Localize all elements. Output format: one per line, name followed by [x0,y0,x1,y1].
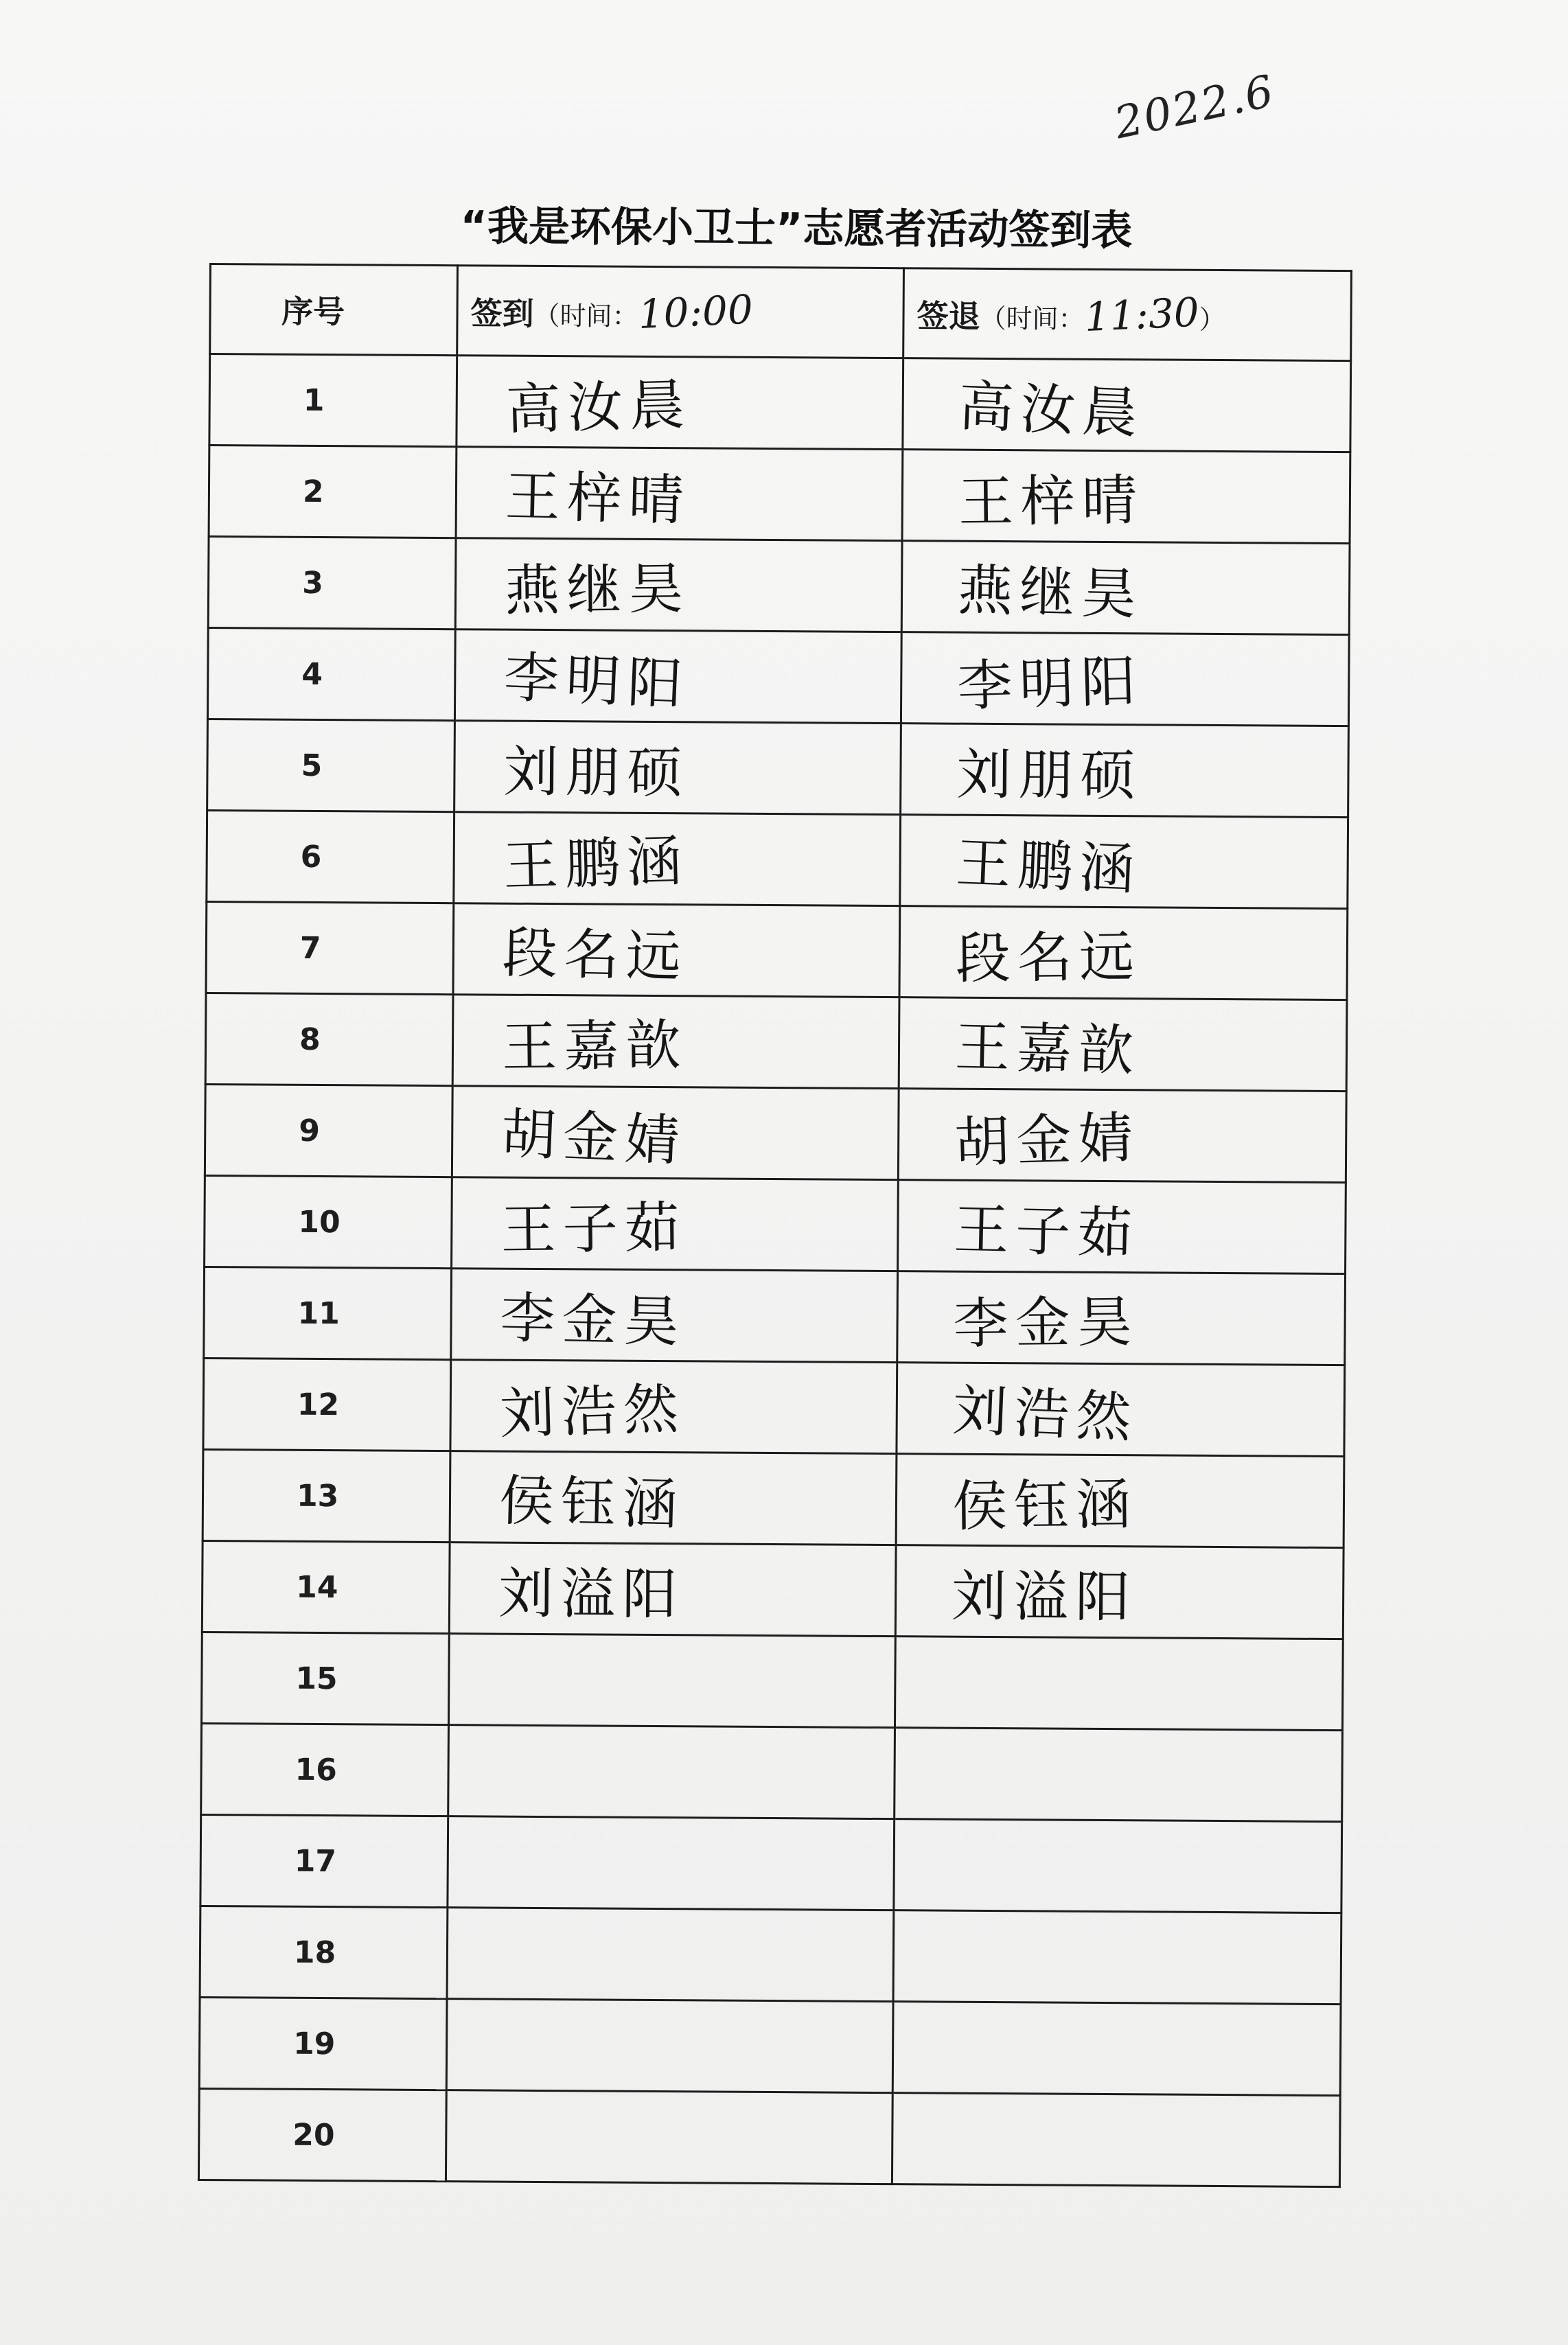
header-checkout-close: ） [1199,304,1225,336]
checkin-signature: 王嘉歆 [501,1013,688,1079]
checkin-signature: 王子茹 [500,1195,687,1262]
checkin-signature: 燕继昊 [504,556,691,623]
checkin-signature: 王梓晴 [504,463,691,533]
header-checkout-time-value: 11:30 [1083,288,1201,341]
row-number: 18 [200,1906,448,1998]
checkout-signature: 王子茹 [953,1197,1140,1266]
checkin-signature-cell [457,356,903,450]
checkin-signature-cell [450,1451,897,1545]
row-number: 19 [199,1997,447,2090]
handwritten-date: 2022.6 [1110,65,1280,150]
row-number: 4 [207,627,455,720]
row-number: 20 [198,2088,446,2181]
checkout-signature-cell [896,1454,1344,1548]
table-row [208,537,1350,635]
header-checkout-label: 签退 [916,297,980,335]
table-row [204,1267,1346,1365]
header-num: 序号 [210,264,458,356]
checkout-signature: 段名远 [955,924,1142,991]
checkin-signature: 李金昊 [499,1285,687,1354]
signin-table [198,263,1352,2188]
checkin-signature-cell [454,721,901,815]
checkout-signature: 李明阳 [956,649,1144,718]
row-number: 14 [202,1540,450,1633]
page-title: “我是环保小卫士”志愿者活动签到表 [460,202,1133,255]
row-number: 7 [206,901,454,994]
row-number: 3 [208,537,456,629]
table-row [203,1358,1345,1456]
checkout-signature-cell [892,2093,1340,2187]
checkout-signature: 王梓晴 [958,467,1144,534]
row-number: 1 [209,354,457,447]
table-row [207,719,1349,817]
checkin-signature: 李明阳 [503,645,691,717]
header-checkout [903,268,1352,361]
table-row [207,810,1348,908]
table-body [198,354,1350,2187]
checkout-signature-cell [898,1180,1346,1274]
row-number: 5 [207,719,455,811]
checkout-signature-cell [900,815,1348,909]
checkout-signature-cell [898,1089,1346,1183]
checkin-signature: 侯钰涵 [498,1468,685,1537]
checkout-signature-cell [903,358,1351,452]
checkout-signature: 高汝晨 [957,373,1146,446]
header-row [210,264,1352,361]
checkout-signature-cell [895,1637,1343,1731]
checkout-signature: 刘朋硕 [956,742,1142,807]
checkin-signature-cell [446,2090,892,2184]
header-checkout-time-label: （时间： [980,303,1085,334]
table-row [198,2088,1340,2186]
checkout-signature-cell [902,450,1350,544]
checkout-signature-cell [899,997,1347,1091]
header-checkin-time-label: （时间： [533,300,638,332]
table-row [201,1723,1343,1821]
checkin-signature-cell [453,903,900,997]
table-row [209,354,1351,452]
table-row [207,627,1349,726]
table-row [205,993,1347,1091]
checkout-signature: 侯钰涵 [952,1472,1138,1538]
row-number: 9 [205,1084,452,1177]
table-row [200,1906,1341,2004]
checkin-signature-cell [455,538,902,632]
checkin-signature: 胡金婧 [500,1101,688,1173]
checkout-signature: 燕继昊 [956,557,1144,627]
header-checkin-label: 签到 [470,294,534,332]
checkin-signature-cell [448,1634,895,1728]
checkin-signature-cell [452,1086,899,1180]
checkin-signature-cell [456,447,903,541]
checkout-signature: 刘浩然 [951,1378,1140,1450]
row-number: 2 [209,446,457,538]
checkout-signature: 王嘉歆 [954,1014,1141,1083]
checkin-signature-cell [450,1360,897,1454]
checkout-signature-cell [895,1728,1343,1822]
row-number: 10 [205,1175,452,1268]
table-row [200,1814,1342,1913]
checkout-signature-cell [897,1271,1346,1365]
checkout-signature: 李金昊 [953,1289,1140,1356]
checkout-signature-cell [901,632,1349,726]
checkin-signature: 刘朋硕 [503,739,689,805]
row-number: 13 [203,1449,450,1542]
checkout-signature: 胡金婧 [954,1105,1141,1175]
row-number: 11 [204,1267,452,1359]
table-row [199,1997,1341,2095]
row-number: 12 [203,1358,451,1451]
checkout-signature: 王鹏涵 [954,830,1143,902]
checkout-signature-cell [899,906,1348,1000]
header-checkin-time-value: 10:00 [637,286,754,338]
checkin-signature-cell [446,1999,893,2093]
checkin-signature-cell [447,1908,894,2002]
table-row [206,901,1348,1000]
checkin-signature: 王鹏涵 [502,829,690,898]
checkin-signature-cell [448,1725,895,1819]
signin-table-wrapper [198,263,1350,2164]
row-number: 17 [200,1814,448,1907]
checkin-signature-cell [451,1269,898,1363]
table-row [205,1084,1346,1182]
checkin-signature: 高汝晨 [505,372,693,441]
checkin-signature-cell [454,629,901,724]
checkin-signature-cell [449,1543,896,1637]
table-row [202,1632,1344,1730]
checkout-signature: 刘溢阳 [951,1564,1138,1629]
row-number: 16 [201,1723,449,1816]
checkout-signature-cell [901,724,1349,818]
header-checkin [457,266,904,358]
checkin-signature: 刘溢阳 [498,1561,684,1626]
checkin-signature: 段名远 [501,920,689,989]
table-row [209,446,1350,544]
row-number: 8 [205,993,453,1085]
row-number: 6 [207,810,454,903]
checkin-signature-cell [452,995,899,1089]
checkin-signature-cell [452,1177,899,1271]
checkin-signature: 刘浩然 [498,1376,687,1446]
row-number: 15 [202,1632,450,1724]
checkout-signature-cell [901,541,1350,635]
checkout-signature-cell [897,1363,1345,1457]
table-row [202,1540,1344,1639]
table-row [205,1175,1346,1273]
checkout-signature-cell [892,2002,1341,2096]
checkout-signature-cell [893,1910,1341,2005]
checkout-signature-cell [894,1819,1342,1913]
checkin-signature-cell [454,812,901,906]
checkout-signature-cell [895,1545,1344,1639]
table-row [203,1449,1344,1547]
checkin-signature-cell [448,1816,895,1910]
